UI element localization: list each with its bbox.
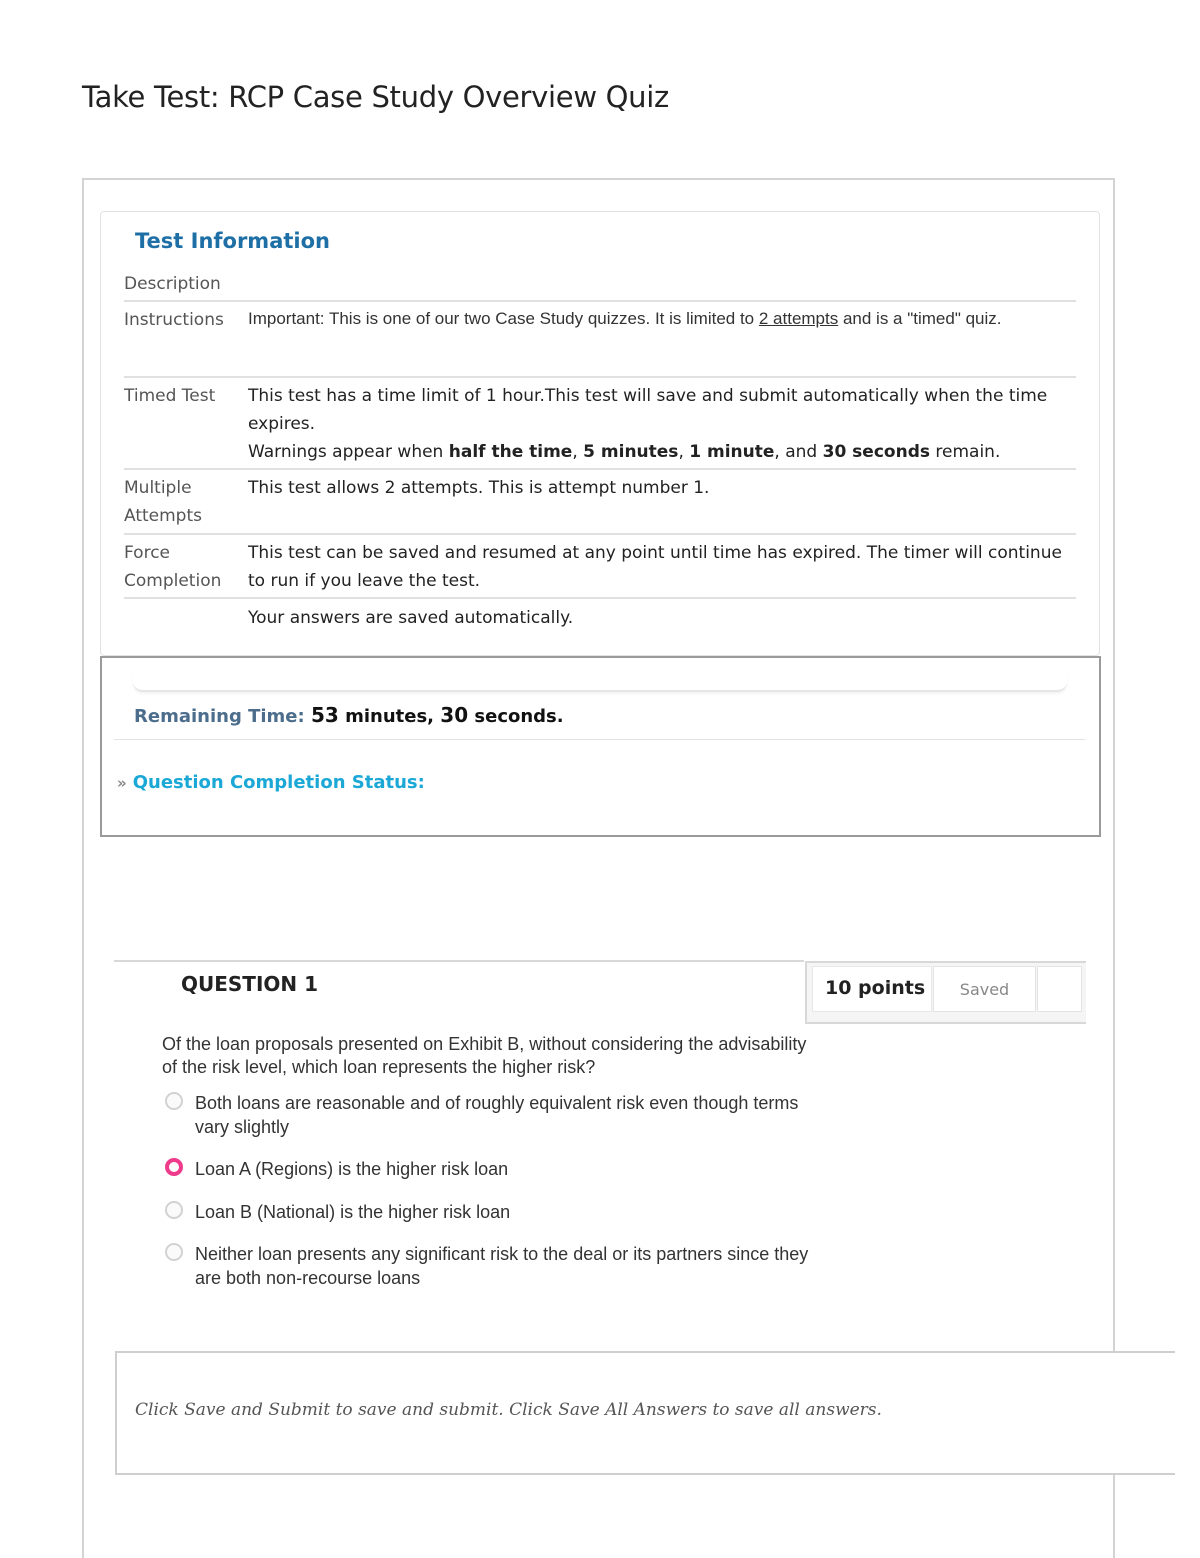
warn-text-end: remain. <box>929 442 1001 462</box>
divider <box>124 300 1076 302</box>
divider <box>114 739 1085 740</box>
instructions-text-end: and is a "timed" quiz. <box>838 309 1002 328</box>
multiple-attempts-value: This test allows 2 attempts. This is attempt number 1. <box>248 478 710 498</box>
radio-button[interactable] <box>165 1158 183 1176</box>
force-completion-value: This test can be saved and resumed at any point until time has expired. The timer will continue to run if you leave the test. <box>248 543 1062 591</box>
submit-instructions-text: Click Save and Submit to save and submit. Click Save All Answers to save all answers. <box>135 1400 882 1420</box>
attempts-link[interactable]: 2 attempts <box>758 309 839 328</box>
warn-sep: , and <box>774 442 823 462</box>
seconds-unit: seconds. <box>468 706 564 727</box>
remaining-seconds: 30 <box>440 703 469 727</box>
warn-1-min: 1 minute <box>689 442 775 462</box>
page-title: Take Test: RCP Case Study Overview Quiz <box>82 80 669 114</box>
answer-option-label: Loan B (National) is the higher risk loan <box>195 1202 511 1222</box>
timed-test-value <box>248 382 1076 466</box>
warn-5-min: 5 minutes <box>583 442 679 462</box>
divider <box>124 597 1076 599</box>
multiple-attempts-label: Multiple Attempts <box>124 478 202 526</box>
answer-option-label: Loan A (Regions) is the higher risk loan <box>195 1159 509 1179</box>
instructions-text: Important: This is one of our two Case Study quizzes. It is limited to <box>248 309 759 328</box>
question-title: QUESTION 1 <box>181 972 319 996</box>
question-points: 10 points <box>825 977 926 999</box>
autosave-value: Your answers are saved automatically. <box>248 608 574 628</box>
divider <box>124 533 1076 535</box>
double-chevron-down-icon: » <box>117 774 127 792</box>
timer-bar <box>133 672 1067 692</box>
warnings-text <box>248 438 1076 466</box>
save-answer-cell[interactable] <box>1037 966 1082 1012</box>
time-limit-text: This test has a time limit of 1 hour.This test will save and submit automatically when the time expires. <box>248 386 1048 434</box>
warn-sep: , <box>572 442 584 462</box>
radio-button[interactable] <box>165 1201 183 1219</box>
warn-half-time: half the time <box>448 442 573 462</box>
answer-option-label: Both loans are reasonable and of roughly equivalent risk even though terms vary slightly <box>195 1093 799 1137</box>
divider <box>124 376 1076 378</box>
warn-text: Warnings appear when <box>248 442 449 462</box>
timed-test-label: Timed Test <box>124 386 216 406</box>
radio-button[interactable] <box>165 1092 183 1110</box>
question-header-line <box>114 960 804 962</box>
question-completion-status-label: Question Completion Status: <box>132 772 425 793</box>
minutes-unit: minutes, <box>338 706 441 727</box>
remaining-time <box>134 703 564 727</box>
divider <box>124 468 1076 470</box>
question-text: Of the loan proposals presented on Exhibit B, without considering the advisability of the risk level, which loan represents the higher risk? <box>162 1034 807 1077</box>
remaining-time-label: Remaining Time: <box>134 706 305 727</box>
warn-30-sec: 30 seconds <box>822 442 930 462</box>
remaining-minutes: 53 <box>310 703 339 727</box>
force-completion-label: Force Completion <box>124 543 222 591</box>
instructions-label: Instructions <box>124 310 224 330</box>
question-completion-status-toggle[interactable] <box>117 772 425 793</box>
answer-option-label: Neither loan presents any significant risk to the deal or its partners since they are both non-recourse loans <box>195 1244 809 1288</box>
save-status: Saved <box>933 966 1036 1012</box>
test-information-heading: Test Information <box>135 229 330 253</box>
radio-button[interactable] <box>165 1243 183 1261</box>
description-label: Description <box>124 274 221 294</box>
warn-sep: , <box>678 442 690 462</box>
instructions-value <box>248 308 1076 330</box>
